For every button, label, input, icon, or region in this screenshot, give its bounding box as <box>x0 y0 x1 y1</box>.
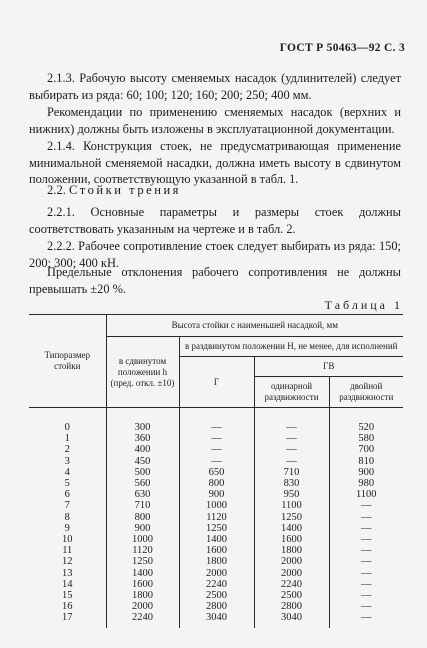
table-cell: 1800 <box>179 556 254 567</box>
table-row <box>29 478 403 489</box>
table-cell: 16 <box>62 601 73 613</box>
table-cell: — <box>329 612 403 623</box>
table-cell: 2800 <box>254 601 329 612</box>
table-cell: — <box>254 422 329 433</box>
section-title: Стойки трения <box>69 183 181 197</box>
table-cell: 900 <box>329 467 403 478</box>
table-cell: 1600 <box>179 545 254 556</box>
table-cell: — <box>329 601 403 612</box>
paragraph-tolerance: Предельные отклонения рабочего сопротивления не должны превышать ±20 %. <box>29 265 401 296</box>
table-cell: 1400 <box>106 568 179 579</box>
paragraph-recommendations: Рекомендации по применению сменяемых насадок (верхних и нижних) должны быть изложены в эксплуатационной документации. <box>29 105 401 136</box>
table-1 <box>29 314 403 628</box>
header-double: двойной раздвижности <box>329 377 403 408</box>
header-extended: в раздвинутом положении H, не менее, для исполнений <box>179 337 403 357</box>
table-cell: — <box>329 523 403 534</box>
paragraph-2-1-4: 2.1.4. Конструкция стоек, не предусматривающая применение минимальной сменяемой насадки, должна иметь высоту в сдвинутом положении, соответствующую указанной в табл. 1. <box>29 139 401 186</box>
table-cell: — <box>329 590 403 601</box>
header-gv: ГВ <box>254 357 403 377</box>
table-cell: 1400 <box>254 523 329 534</box>
table-cell: — <box>179 456 254 467</box>
table-cell: 2000 <box>254 568 329 579</box>
table-cell: 1250 <box>179 523 254 534</box>
table-cell: 710 <box>106 500 179 511</box>
table-row <box>29 556 403 567</box>
table-cell: 17 <box>62 612 73 624</box>
table-row <box>29 422 403 433</box>
table-cell: 9 <box>64 522 70 534</box>
table-row <box>29 512 403 523</box>
table-cell: 1800 <box>254 545 329 556</box>
table-cell: 2240 <box>254 579 329 590</box>
table-row <box>29 534 403 545</box>
table-cell: — <box>329 556 403 567</box>
table-cell: — <box>179 422 254 433</box>
table-cell: 650 <box>179 467 254 478</box>
table-cell: 2000 <box>106 601 179 612</box>
table-cell: 500 <box>106 467 179 478</box>
table-cell: 1000 <box>106 534 179 545</box>
table-row <box>29 433 403 444</box>
table-cell: 6 <box>64 489 70 501</box>
table-cell: — <box>329 568 403 579</box>
table-body <box>29 408 403 628</box>
table-row <box>29 456 403 467</box>
table-cell: 3 <box>64 455 70 467</box>
table-cell: 520 <box>329 422 403 433</box>
table-cell: 1100 <box>329 489 403 500</box>
table-row <box>29 545 403 556</box>
table-row <box>29 568 403 579</box>
table-cell: 560 <box>106 478 179 489</box>
table-cell: 830 <box>254 478 329 489</box>
table-cell: — <box>329 534 403 545</box>
table-cell: 2000 <box>179 568 254 579</box>
table-cell: 10 <box>62 534 73 546</box>
table-cell: 3040 <box>254 612 329 623</box>
table-cell: 15 <box>62 590 73 602</box>
table-cell: — <box>254 456 329 467</box>
header-retracted: в сдвинутом положении h (пред. откл. ±10) <box>106 337 179 408</box>
table-row <box>29 601 403 612</box>
table-cell: — <box>254 433 329 444</box>
table-cell: — <box>329 500 403 511</box>
table-row <box>29 579 403 590</box>
table-cell: 1000 <box>179 500 254 511</box>
table-cell: 4 <box>64 466 70 478</box>
table-cell: 300 <box>106 422 179 433</box>
table-cell: 1600 <box>254 534 329 545</box>
table-cell: 14 <box>62 578 73 590</box>
table-cell: 13 <box>62 567 73 579</box>
table-cell: 450 <box>106 456 179 467</box>
table-cell: 7 <box>64 500 70 512</box>
table-cell: 1 <box>64 433 70 445</box>
table-cell: — <box>254 444 329 455</box>
table-cell: 1120 <box>179 512 254 523</box>
page-header: ГОСТ Р 50463—92 С. 3 <box>279 42 405 54</box>
table-cell: 2 <box>64 444 70 456</box>
table-cell: — <box>179 433 254 444</box>
table-cell: 900 <box>179 489 254 500</box>
table-row <box>29 523 403 534</box>
table-cell: 12 <box>62 556 73 568</box>
table-cell: 580 <box>329 433 403 444</box>
table-cell: 1120 <box>106 545 179 556</box>
table-row <box>29 467 403 478</box>
table-cell: 2500 <box>179 590 254 601</box>
table-cell: 710 <box>254 467 329 478</box>
table-cell: 1250 <box>254 512 329 523</box>
table-cell: 0 <box>64 422 70 433</box>
table-row <box>29 590 403 601</box>
table-cell: — <box>179 444 254 455</box>
paragraph-2-1-3: 2.1.3. Рабочую высоту сменяемых насадок (удлинителей) следует выбирать из ряда: 60; 100; 120; 160; 200; 250; 400 мм. <box>29 71 401 102</box>
table-cell: 630 <box>106 489 179 500</box>
table-cell: 2240 <box>179 579 254 590</box>
table-cell: 1600 <box>106 579 179 590</box>
table-cell: 360 <box>106 433 179 444</box>
table-cell: 810 <box>329 456 403 467</box>
table-row <box>29 489 403 500</box>
table-cell: 11 <box>62 545 73 557</box>
table-cell: 900 <box>106 523 179 534</box>
table-cell: 2000 <box>254 556 329 567</box>
table-cell: 1400 <box>179 534 254 545</box>
table-cell: 3040 <box>179 612 254 623</box>
paragraph-2-2-2: 2.2.2. Рабочее сопротивление стоек следует выбирать из ряда: 150; 200; 300; 400 кН. <box>29 239 401 270</box>
table-cell: 950 <box>254 489 329 500</box>
table-cell: 980 <box>329 478 403 489</box>
table-cell: 8 <box>64 511 70 523</box>
header-single: одинарной раздвижности <box>254 377 329 408</box>
table-cell: 5 <box>64 478 70 490</box>
table-row <box>29 444 403 455</box>
table-cell: — <box>329 512 403 523</box>
table-cell: 1250 <box>106 556 179 567</box>
table-cell: 2500 <box>254 590 329 601</box>
table-row <box>29 500 403 511</box>
paragraph-2-2-1: 2.2.1. Основные параметры и размеры стоек должны соответствовать указанным на чертеже и в табл. 2. <box>29 205 401 236</box>
table-cell: 1100 <box>254 500 329 511</box>
table-cell: — <box>329 579 403 590</box>
section-heading <box>47 183 181 198</box>
table-row <box>29 612 403 623</box>
table-cell: 700 <box>329 444 403 455</box>
table-cell: — <box>329 545 403 556</box>
table-cell: 800 <box>106 512 179 523</box>
header-height: Высота стойки с наименьшей насадкой, мм <box>106 315 403 337</box>
table-cell: 2800 <box>179 601 254 612</box>
table-cell: 800 <box>179 478 254 489</box>
table-cell: 2240 <box>106 612 179 623</box>
header-size: Типоразмер стойки <box>29 315 106 408</box>
table-caption: Таблица 1 <box>324 298 403 312</box>
table-cell: 400 <box>106 444 179 455</box>
header-g: Г <box>179 357 254 408</box>
section-number: 2.2. <box>47 183 66 197</box>
table-cell: 1800 <box>106 590 179 601</box>
